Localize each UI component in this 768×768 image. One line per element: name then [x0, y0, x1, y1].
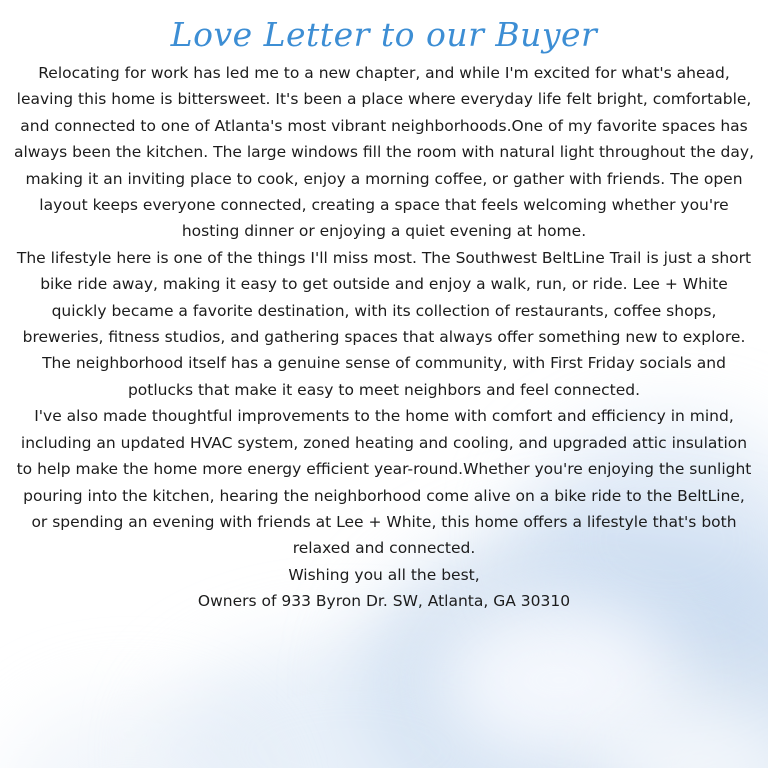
letter-body	[14, 60, 754, 615]
signature-line: Owners of 933 Byron Dr. SW, Atlanta, GA 30310	[197, 592, 571, 611]
paragraph-lifestyle: The lifestyle here is one of the things I'll miss most. The Southwest BeltLine Trail is just a short bike ride away, making it easy to get outside and enjoy a walk, run, or ride. Lee + White quickly became a favorite destination, with its collection of restaurants, coffee shops, breweries, fitness studios, and gathering spaces that always offer something new to explore. The neighborhood itself has a genuine sense of community, with First Friday socials and potlucks that make it easy to meet neighbors and feel connected.	[16, 248, 752, 399]
letter-title: Love Letter to our Buyer	[170, 15, 598, 54]
closing-line: Wishing you all the best,	[288, 565, 480, 584]
paragraph-improvements: I've also made thoughtful improvements to the home with comfort and efficiency in mind, including an updated HVAC system, zoned heating and cooling, and upgraded attic insulation to help make the home more energy efficient year-round.Whether you're enjoying the sunlight pouring into the kitchen, hearing the neighborhood come alive on a bike ride to the BeltLine, or spending an evening with friends at Lee + White, this home offers a lifestyle that's both relaxed and connected.	[16, 407, 752, 558]
paragraph-relocation: Relocating for work has led me to a new chapter, and while I'm excited for what's ahead, leaving this home is bittersweet. It's been a place where everyday life felt bright, comfortable, and connected to one of Atlanta's most vibrant neighborhoods.One of my favorite spaces has always been the kitchen. The large windows fill the room with natural light throughout the day, making it an inviting place to cook, enjoy a morning coffee, or gather with friends. The open layout keeps everyone connected, creating a space that feels welcoming whether you're hosting dinner or enjoying a quiet evening at home.	[14, 64, 754, 241]
